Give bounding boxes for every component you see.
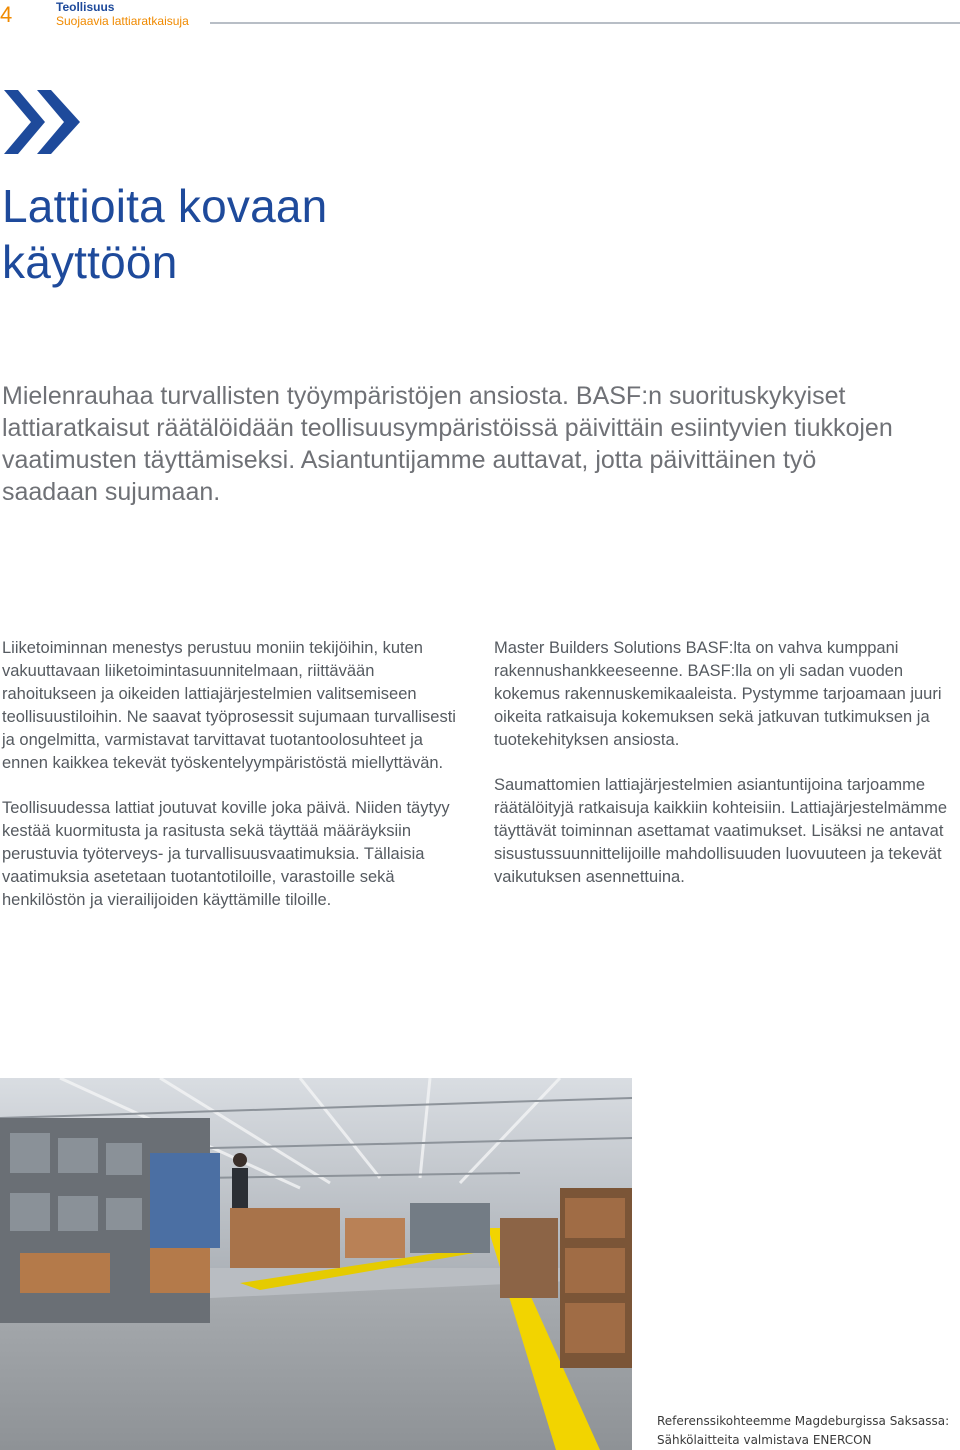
body-column-right (494, 637, 954, 911)
page-number: 4 (0, 2, 13, 27)
lead-paragraph: Mielenrauhaa turvallisten työympäristöjen ansiosta. BASF:n suorituskykyiset lattiaratkaisut räätälöidään teollisuusympäristöissä päivittäin esiintyvien tiukkojen vaatimusten täyttämiseksi. Asiantuntijamme auttavat, jotta päivittäinen työ saadaan sujumaan. (2, 382, 893, 506)
body-paragraph: Saumattomien lattiajärjestelmien asiantuntijoina tarjoamme räätälöityjä ratkaisuja kaikkiin kohteisiin. Lattiajärjestelmämme täyttävät toiminnan asettamat vaatimukset. Lisäksi ne antavat sisustussuunnittelijoille mahdollisuuden luovuuteen ja tekevät vaikutuksen asennettuina. (494, 776, 948, 886)
photo-caption (657, 1412, 957, 1450)
body-paragraph: Master Builders Solutions BASF:lta on vahva kumppani rakennushankkeeseenne. BASF:lla on yli sadan vuoden kokemus rakennuskemikaaleista. Pystymme tarjoamaan juuri oikeita ratkaisuja kokemuksen sekä jatkuvan tutkimuksen ja tuotekehityksen ansiosta. (494, 639, 942, 749)
page-headline (2, 178, 327, 290)
warehouse-photo (0, 1078, 632, 1450)
body-paragraph: Liiketoiminnan menestys perustuu moniin tekijöihin, kuten vakuuttavaan liiketoimintasuunnitelmaan, riittävään rahoitukseen ja oikeiden lattiajärjestelmien valitsemiseen teollisuustiloihin. Ne saavat työprosessit sujumaan turvallisesti ja ongelmitta, varmistavat tarvittavat tuotantoolosuhteet ja ennen kaikkea tekevät työskentelyympäristöstä miellyttävän. (2, 639, 456, 772)
section-title: Teollisuus (56, 0, 115, 14)
caption-line-2: Sähkölaitteita valmistava ENERCON (657, 1433, 872, 1447)
headline-line-1: Lattioita kovaan (2, 180, 328, 232)
section-subtitle: Suojaavia lattiaratkaisuja (56, 14, 189, 28)
caption-line-1: Referenssikohteemme Magdeburgissa Saksassa: (657, 1414, 950, 1428)
body-paragraph: Teollisuudessa lattiat joutuvat koville joka päivä. Niiden täytyy kestää kuormitusta ja rasitusta sekä täyttää määräyksiin perustuvia työterveys- ja turvallisuusvaatimuksia. Tällaisia vaatimuksia asetetaan tuotantotiloille, varastoille sekä henkilöstön ja vierailijoiden käyttämille tiloille. (2, 799, 450, 909)
headline-line-2: käyttöön (2, 236, 178, 288)
header-divider (210, 22, 960, 24)
warehouse-illustration (0, 1078, 632, 1450)
running-header (56, 0, 189, 28)
body-column-left (2, 637, 457, 934)
double-chevron-right-icon (0, 88, 84, 156)
